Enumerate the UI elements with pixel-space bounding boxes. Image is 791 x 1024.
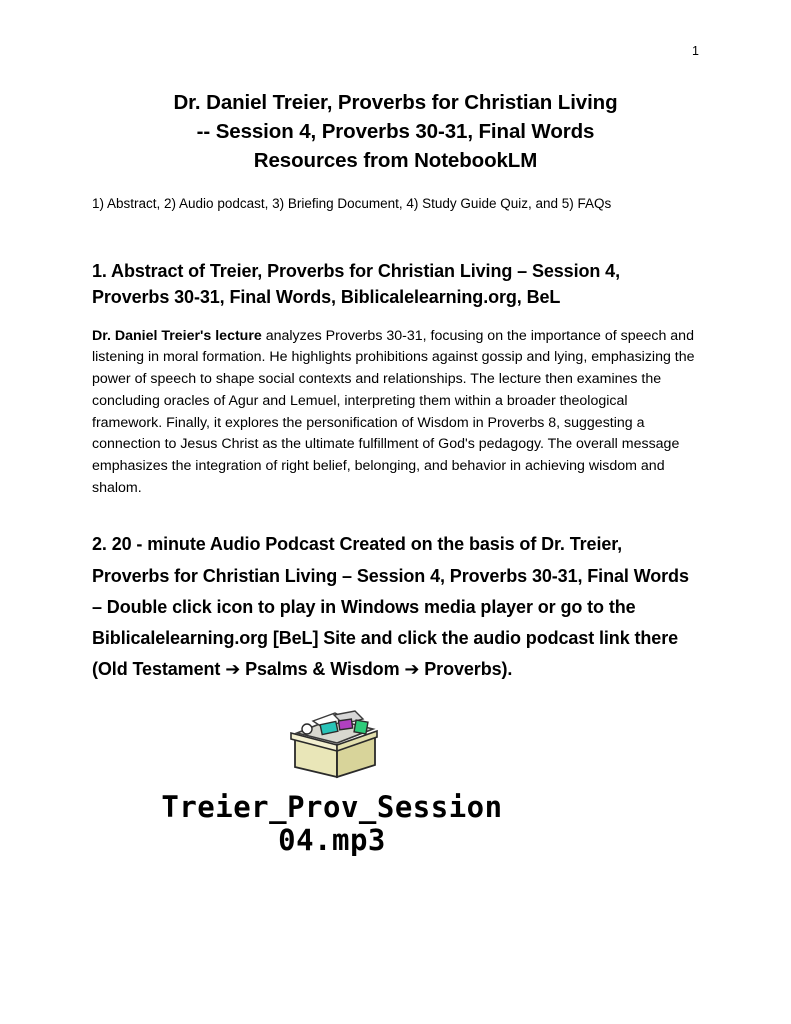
abstract-paragraph [92,310,699,500]
section-1-heading-line-1: 1. Abstract of Treier, Proverbs for Christian Living – Session 4, [92,260,620,281]
section-2-heading-line-6a: Wisdom [330,658,405,679]
section-2-heading-line-3: 30-31, Final Words – Double click icon to play in Windows [92,565,689,617]
audio-attachment[interactable] [122,685,542,858]
title-line-2: -- Session 4, Proverbs 30-31, Final Words [196,120,595,144]
arrow-right-icon: ➔ [225,658,241,680]
title-line-1: Dr. Daniel Treier, Proverbs for Christian Living [173,91,618,114]
section-2-heading-line-1: 2. 20 - minute Audio Podcast Created on the basis of [92,534,537,555]
attachment-filename-line-1: Treier_Prov_Session [161,790,503,825]
section-2-heading-line-5b: Psalms & [240,658,326,679]
abstract-body: analyzes Proverbs 30-31, focusing on the importance of speech and listening in moral formation. He highlights prohibitions against gossip and lying, emphasizing the power of speech to shape social contexts and relationships. The lecture then examines the concluding oracles of Agur and Lemuel, interpreting them within a broader theological framework. Finally, it explores the personification of Wisdom in Proverbs 8, suggesting a connection to Jesus Christ as the ultimate fulfillment of God's pedagogy. The overall message emphasizes the integration of right belief, belonging, and behavior in achieving wisdom and shalom. [92,327,695,496]
page-number: 1 [692,44,699,58]
section-2-heading [92,499,699,685]
section-1-heading [92,214,699,310]
resource-list-subtitle: 1) Abstract, 2) Audio podcast, 3) Briefing Document, 4) Study Guide Quiz, and 5) FAQs [92,196,612,212]
section-2-heading-line-2: Dr. Treier, Proverbs for Christian Living – Session 4, Proverbs [92,534,623,586]
media-package-icon[interactable] [277,707,387,785]
section-2-heading-line-4: media player or go to the Biblicalelearning.org [BeL] Site and [92,596,636,648]
arrow-right-icon-2: ➔ [404,658,420,680]
attachment-filename-line-2: 04.mp3 [278,823,386,858]
section-1-heading-line-2: Proverbs 30-31, Final Words, Biblicalelearning.org, BeL [92,286,561,307]
abstract-lead: Dr. Daniel Treier's lecture [92,327,262,344]
page-title [92,0,699,175]
title-line-3: Resources from NotebookLM [253,149,538,173]
attachment-filename [122,785,542,858]
section-2-heading-line-5a: click the audio podcast link there (Old Testament [92,627,679,679]
section-2-heading-line-6b: Proverbs). [419,658,513,679]
